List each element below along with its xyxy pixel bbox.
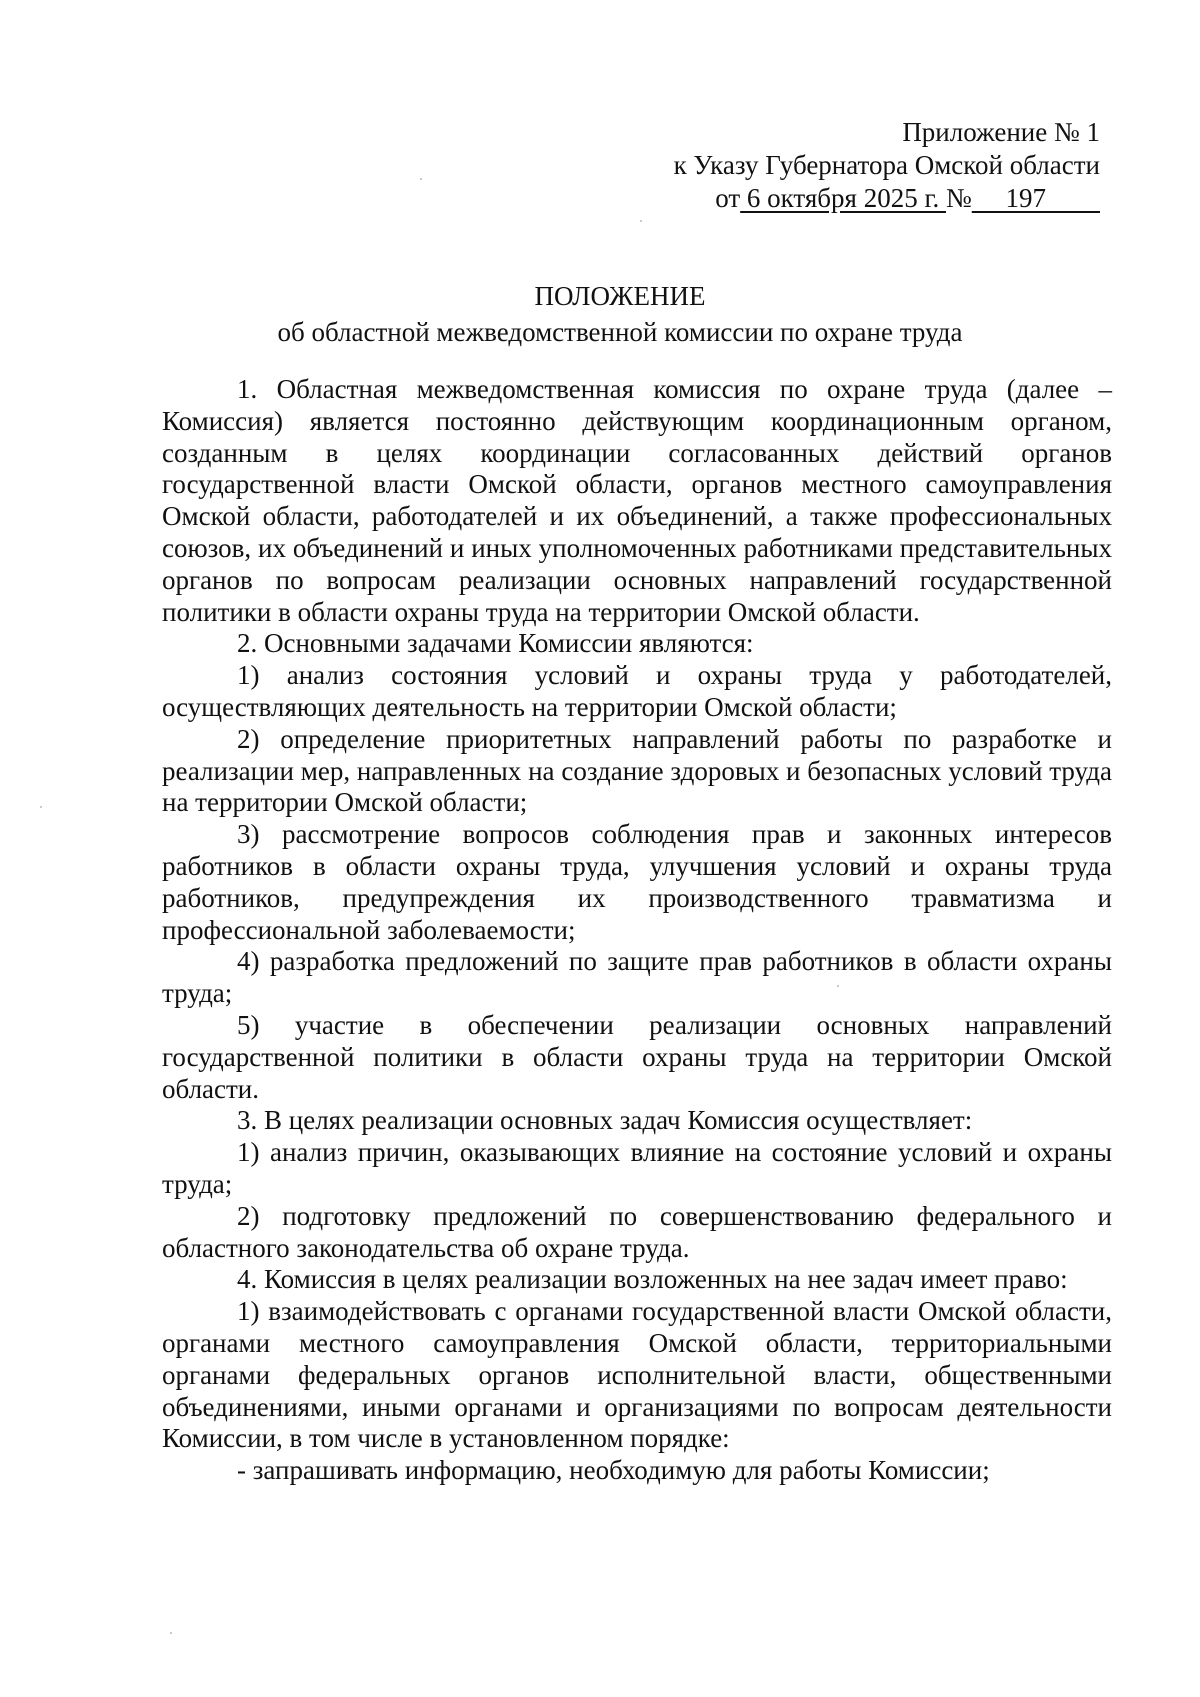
appendix-decree-reference: к Указу Губернатора Омской области bbox=[673, 150, 1100, 180]
scan-speck bbox=[170, 1632, 172, 1634]
paragraph-4-item-1-bullet-1: - запрашивать информацию, необходимую для работы Комиссии; bbox=[237, 1455, 990, 1486]
paragraph-4: 4. Комиссия в целях реализации возложенных на нее задач имеет право: bbox=[237, 1264, 1068, 1295]
document-title: ПОЛОЖЕНИЕ bbox=[534, 281, 706, 311]
appendix-decree-number: 197 bbox=[971, 183, 1100, 213]
paragraph-2-item-2: 2) определение приоритетных направлений работы по разработке и реализации мер, направленных на создание здоровых и безопасных условий труда на территории Омской области; bbox=[162, 723, 1112, 818]
appendix-from-label: от bbox=[715, 183, 741, 213]
document-title-block bbox=[140, 278, 1100, 350]
scan-speck bbox=[837, 985, 839, 987]
paragraph-2-item-5: 5) участие в обеспечении реализации основных направлений государственной политики в области охраны труда на территории Омской области. bbox=[162, 1009, 1112, 1104]
paragraph-1: 1. Областная межведомственная комиссия по охране труда (далее – Комиссия) является постоянно действующим координационным органом, созданным в целях координации согласованных действий органов государственной власти Омской области, органов местного самоуправления Омской области, работодателей и их объединений, а также профессиональных союзов, их объединений и иных уполномоченных работниками представительных органов по вопросам реализации основных направлений государственной политики в области охраны труда на территории Омской области. bbox=[162, 374, 1112, 627]
scan-speck bbox=[420, 178, 422, 180]
document-body bbox=[162, 374, 1112, 1487]
scan-speck bbox=[640, 220, 642, 222]
paragraph-2-item-1: 1) анализ состояния условий и охраны труда у работодателей, осуществляющих деятельность на территории Омской области; bbox=[162, 660, 1112, 722]
scan-speck bbox=[40, 806, 42, 808]
appendix-header bbox=[674, 116, 1100, 215]
appendix-number: Приложение № 1 bbox=[902, 117, 1100, 147]
paragraph-2-item-3: 3) рассмотрение вопросов соблюдения прав и законных интересов работников в области охраны труда, улучшения условий и охраны труда работников, предупреждения их производственного травматизма и профессиональной заболеваемости; bbox=[162, 819, 1112, 945]
paragraph-3: 3. В целях реализации основных задач Комиссия осуществляет: bbox=[237, 1105, 973, 1136]
appendix-date: 6 октября 2025 г. bbox=[740, 183, 946, 213]
paragraph-4-item-1: 1) взаимодействовать с органами государственной власти Омской области, органами местного самоуправления Омской области, территориальными органами федеральных органов исполнительной власти, общественными объединениями, иными органами и организациями по вопросам деятельности Комиссии, в том числе в установленном порядке: bbox=[162, 1296, 1112, 1454]
paragraph-3-item-1: 1) анализ причин, оказывающих влияние на состояние условий и охраны труда; bbox=[162, 1137, 1112, 1199]
document-subtitle: об областной межведомственной комиссии по охране труда bbox=[277, 317, 963, 347]
paragraph-3-item-2: 2) подготовку предложений по совершенствованию федерального и областного законодательства об охране труда. bbox=[162, 1200, 1112, 1263]
paragraph-2-item-4: 4) разработка предложений по защите прав работников в области охраны труда; bbox=[162, 946, 1112, 1009]
appendix-date-line bbox=[674, 182, 1100, 215]
paragraph-2: 2. Основными задачами Комиссии являются: bbox=[237, 628, 754, 659]
appendix-number-label: № bbox=[945, 183, 972, 213]
